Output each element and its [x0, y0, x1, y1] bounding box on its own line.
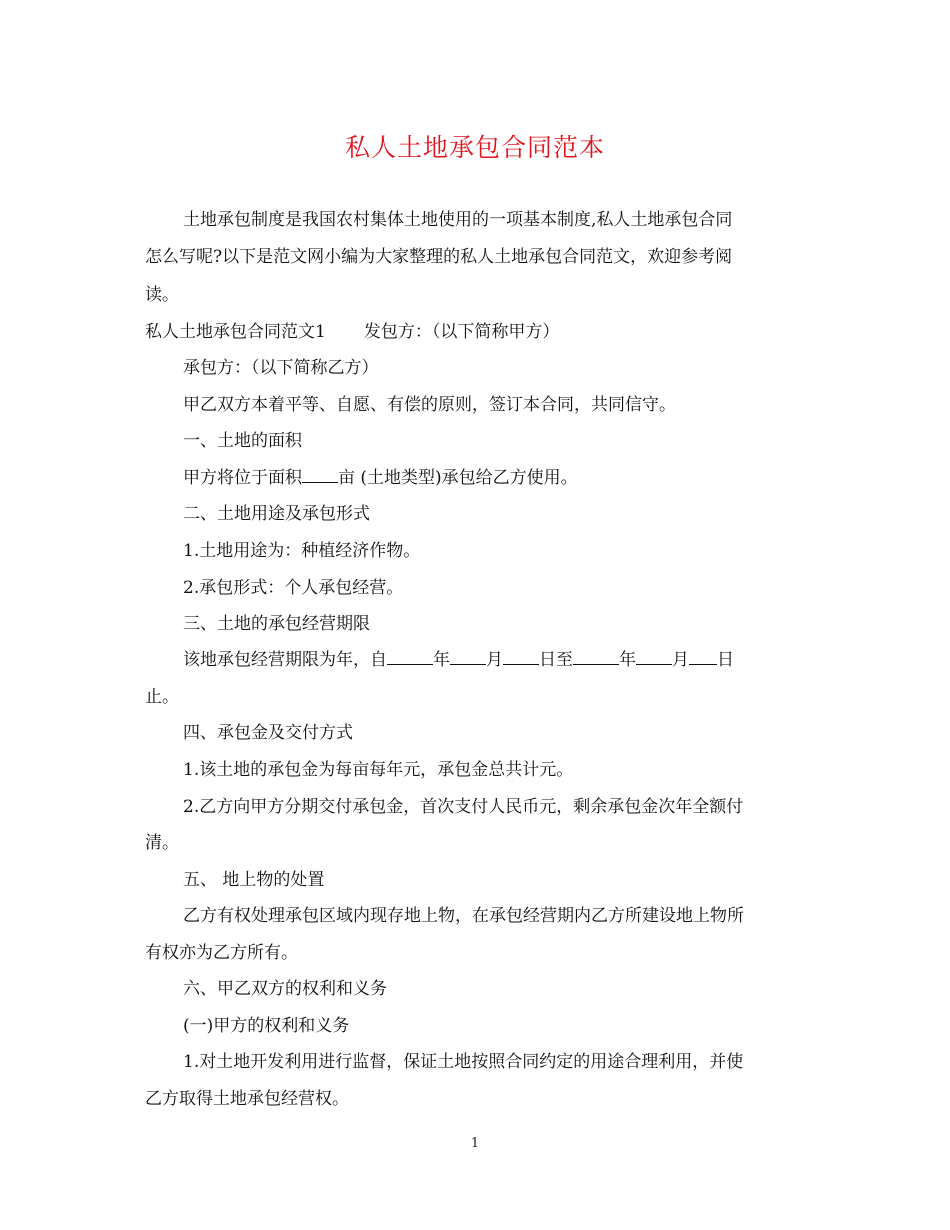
section-1-text: 甲方将位于面积 亩 (土地类型)承包给乙方使用。	[183, 468, 578, 488]
intro-line-3: 读。	[145, 285, 179, 305]
start-month-blank	[450, 648, 486, 665]
sample-heading-row	[145, 320, 559, 344]
section-3-end: 止。	[145, 687, 179, 707]
section-4-item-1: 1.该土地的承包金为每亩每年元，承包金总共计元。	[183, 760, 574, 780]
section-6-subheading: (一)甲方的权利和义务	[183, 1016, 350, 1036]
area-blank	[302, 466, 338, 483]
end-month-blank	[636, 648, 672, 665]
section-3-text: 该地承包经营期限为年，自 年 月 日至 年 月 日	[183, 650, 734, 670]
section-6-item-1-cont: 乙方取得土地承包经营权。	[145, 1089, 349, 1109]
end-day-blank	[689, 648, 717, 665]
section-4-item-2-cont: 清。	[145, 833, 179, 853]
section-4-item-2: 2.乙方向甲方分期交付承包金，首次支付人民币元，剩余承包金次年全额付	[183, 797, 744, 817]
start-day-blank	[503, 648, 539, 665]
section-2-item-2: 2.承包形式：个人承包经营。	[183, 578, 404, 598]
section-2-item-1: 1.土地用途为：种植经济作物。	[183, 541, 421, 561]
section-5-text-cont: 有权亦为乙方所有。	[145, 943, 298, 963]
section-2-heading: 二、土地用途及承包形式	[183, 504, 370, 524]
start-year-blank	[387, 648, 433, 665]
section-5-heading: 五、 地上物的处置	[183, 870, 325, 890]
section-6-item-1: 1.对土地开发利用进行监督，保证土地按照合同约定的用途合理利用，并使	[183, 1052, 744, 1072]
end-year-blank	[573, 648, 619, 665]
section-4-heading: 四、承包金及交付方式	[183, 723, 353, 743]
intro-line-2: 怎么写呢?以下是范文网小编为大家整理的私人土地承包合同范文，欢迎参考阅	[145, 247, 733, 267]
section-1-heading: 一、土地的面积	[183, 431, 302, 451]
principle-line: 甲乙双方本着平等、自愿、有偿的原则，签订本合同，共同信守。	[183, 395, 676, 415]
sample-heading: 私人土地承包合同范文1	[145, 322, 326, 342]
contractor-line: 承包方：（以下简称乙方）	[183, 358, 379, 378]
section-6-heading: 六、甲乙双方的权利和义务	[183, 979, 387, 999]
section-3-heading: 三、土地的承包经营期限	[183, 614, 370, 634]
section-5-text: 乙方有权处理承包区域内现存地上物，在承包经营期内乙方所建设地上物所	[183, 906, 744, 926]
intro-line-1: 土地承包制度是我国农村集体土地使用的一项基本制度,私人土地承包合同	[183, 210, 733, 230]
issuer-line: 发包方：（以下简称甲方）	[363, 322, 560, 342]
page-number: 1	[470, 1136, 480, 1151]
document-title: 私人土地承包合同范本	[344, 133, 605, 162]
